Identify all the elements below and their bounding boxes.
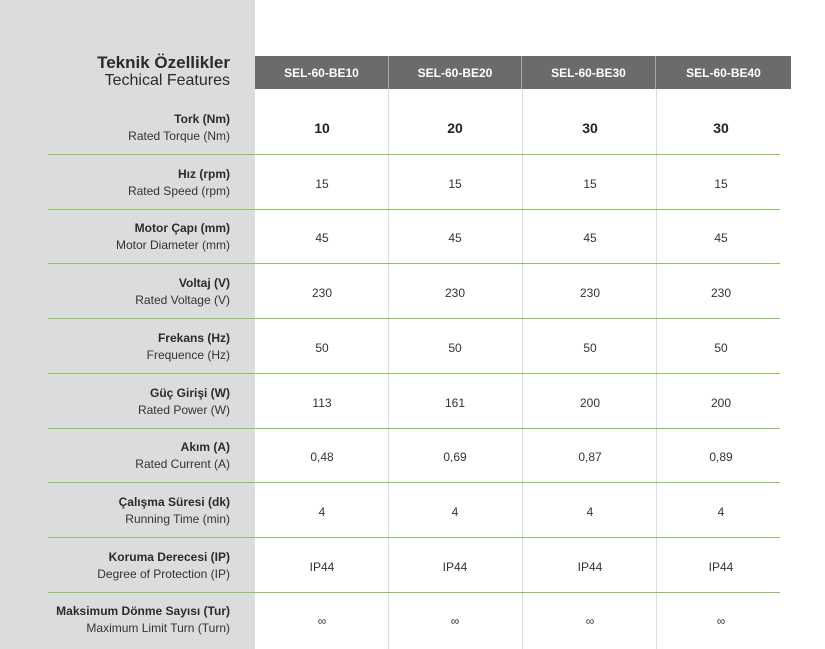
row-divider [48,263,780,264]
spec-value-cell: 200 [579,395,601,410]
spec-label [135,439,230,473]
spec-label-turkish: Maksimum Dönme Sayısı (Tur) [56,604,230,619]
spec-value-cell: ∞ [716,614,726,629]
spec-value-cell: 15 [714,176,728,191]
model-header-cell: SEL-60-BE40 [686,65,761,80]
model-header-cell: SEL-60-BE10 [255,56,389,89]
spec-value-cell: ∞ [317,614,327,629]
spec-label-english: Rated Power (W) [137,402,230,417]
spec-label-turkish: Voltaj (V) [178,276,230,291]
spec-value-cell: 45 [583,231,597,246]
column-divider [388,89,389,649]
spec-value-cell: IP44 [708,559,734,574]
spec-value-cell: ∞ [450,614,460,629]
spec-value-cell: IP44 [577,559,603,574]
spec-value-cell: 45 [448,231,462,246]
spec-label [135,275,230,309]
spec-value-cell: 30 [713,120,729,136]
spec-label [128,166,230,200]
spec-value-cell: 230 [710,286,732,301]
spec-label [56,603,230,637]
spec-label [147,330,230,364]
spec-value-cell: 15 [315,176,329,191]
spec-value-cell: 0,48 [310,450,334,465]
spec-label-english: Rated Speed (rpm) [127,183,230,198]
spec-value-cell: 0,69 [443,450,467,465]
spec-label-english: Motor Diameter (mm) [115,238,230,253]
row-divider [48,373,780,374]
spec-label-english: Frequence (Hz) [146,347,230,362]
spec-value-cell: 0,89 [709,450,733,465]
spec-value-cell: 45 [315,231,329,246]
spec-label-english: Degree of Protection (IP) [97,566,230,581]
spec-label [138,385,230,419]
spec-value-cell: IP44 [309,559,335,574]
spec-label-turkish: Güç Girişi (W) [149,385,230,400]
row-divider [48,482,780,483]
spec-value-cell: 15 [583,176,597,191]
spec-label-english: Rated Current (A) [135,457,230,472]
spec-value-cell: 15 [448,176,462,191]
spec-value-cell: 45 [714,231,728,246]
spec-value-cell: 4 [451,504,459,519]
spec-label [97,549,230,583]
spec-label-turkish: Akım (A) [180,440,230,455]
row-divider [48,209,780,210]
spec-value-cell: 200 [710,395,732,410]
heading-turkish: Teknik Özellikler [97,53,230,72]
spec-value-cell: 4 [717,504,725,519]
model-header-row [255,56,791,89]
heading-english: Techical Features [104,72,230,89]
spec-value-cell: 161 [444,395,466,410]
spec-value-cell: 50 [583,340,597,355]
spec-value-cell: IP44 [442,559,468,574]
spec-label-turkish: Tork (Nm) [174,112,230,126]
spec-label [116,220,230,254]
row-divider [48,318,780,319]
spec-label-turkish: Frekans (Hz) [157,330,230,345]
spec-value-cell: 0,87 [578,450,602,465]
spec-label [119,494,230,528]
spec-label-english: Running Time (min) [125,511,230,526]
spec-value-cell: 50 [315,340,329,355]
spec-value-cell: ∞ [585,614,595,629]
spec-value-cell: 230 [579,286,601,301]
spec-label-turkish: Motor Çapı (mm) [134,221,230,236]
spec-value-cell: 50 [448,340,462,355]
row-divider [48,537,780,538]
spec-value-cell: 230 [311,286,333,301]
spec-value-cell: 50 [714,340,728,355]
spec-label-turkish: Hız (rpm) [178,166,230,181]
spec-label-turkish: Çalışma Süresi (dk) [118,494,230,509]
row-divider [48,592,780,593]
column-divider [522,89,523,649]
row-divider [48,428,780,429]
spec-label-english: Rated Torque (Nm) [128,129,230,143]
model-header-cell: SEL-60-BE30 [522,56,656,89]
spec-value-cell: 4 [318,504,326,519]
spec-value-cell: 20 [447,120,463,136]
spec-label-english: Rated Voltage (V) [135,293,230,308]
table-heading [97,54,230,90]
spec-label-english: Maximum Limit Turn (Turn) [86,621,230,636]
spec-value-cell: 230 [444,286,466,301]
spec-value-cell: 10 [314,120,330,136]
spec-value-cell: 30 [582,120,598,136]
row-divider [48,154,780,155]
spec-value-cell: 4 [586,504,594,519]
model-header-cell: SEL-60-BE20 [389,56,522,89]
spec-value-cell: 113 [312,395,332,410]
spec-label [128,111,230,145]
spec-label-turkish: Koruma Derecesi (IP) [108,549,230,564]
column-divider [656,89,657,649]
